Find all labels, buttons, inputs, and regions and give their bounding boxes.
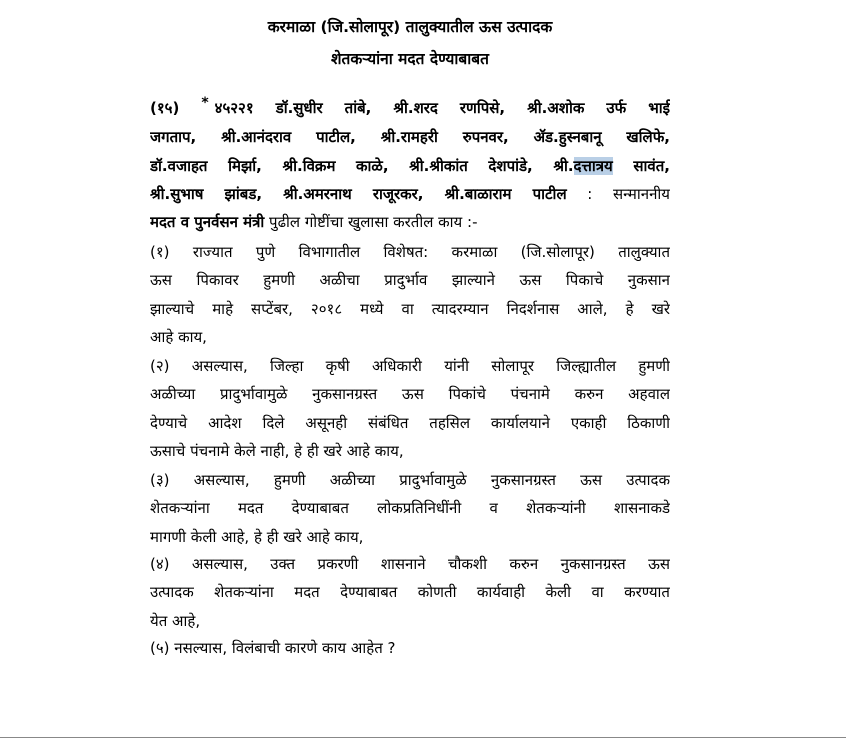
sub-question-1-line: (१) राज्यात पुणे विभागातील विशेषत: करमाळा (जि.सोलापूर) तालुक्यात: [150, 243, 670, 261]
sub-question-1-line: आहे काय,: [150, 327, 207, 346]
question-ask: पुढील गोष्टींचा खुलासा करतील काय :-: [264, 213, 478, 232]
sub-question-2-line: अळीच्या प्रादुर्भावामुळे नुकसानग्रस्त ऊस पिकांचे पंचनामे करुन अहवाल: [150, 385, 670, 404]
sub-question-3-line: मागणी केली आहे, हे ही खरे आहे काय,: [150, 527, 364, 546]
sub-question-2-line: देण्याचे आदेश दिले असूनही संबंधित तहसिल कार्यालयाने एकाही ठिकाणी: [150, 413, 670, 432]
sub-question-3: [150, 466, 670, 551]
sub-question-1: [150, 238, 670, 351]
members-text-4: श्री.सुभाष झांबड, श्री.अमरनाथ राजूरकर, श्री.बाळाराम पाटील: [150, 184, 567, 203]
document-title-line-1: करमाळा (जि.सोलापूर) तालुक्यातील ऊस उत्पादक: [267, 18, 553, 36]
sub-question-2-line: ऊसाचे पंचनामे केले नाही, हे ही खरे आहे काय,: [150, 441, 404, 460]
minister-title: मदत व पुनर्वसन मंत्री: [150, 213, 265, 232]
sub-question-3-line: (३) असल्यास, हुमणी अळीच्या प्रादुर्भावामुळे नुकसानग्रस्त ऊस उत्पादक: [150, 471, 670, 489]
question-members-line-1: [150, 94, 670, 123]
members-text-1: डॉ.सुधीर तांबे, श्री.शरद रणपिसे, श्री.अशोक उर्फ भाई: [275, 99, 670, 117]
question-members-line-2: जगताप, श्री.आनंदराव पाटील, श्री.रामहरी रुपनवर, ॲड.हुस्नबानू खलिफे,: [150, 128, 670, 147]
sub-question-5: [150, 634, 670, 662]
question-number: (१५): [150, 99, 180, 117]
document-title-line-2: शेतकऱ्यांना मदत देण्याबाबत: [331, 50, 489, 68]
sub-question-1-line: ऊस पिकावर हुमणी अळीचा प्रादुर्भाव झाल्याने ऊस पिकाचे नुकसान: [150, 271, 670, 290]
sub-question-4: [150, 550, 670, 635]
starred-mark: *: [201, 95, 209, 111]
sub-question-5-line: (५) नसल्यास, विलंबाची कारणे काय आहेत ?: [150, 639, 396, 657]
sub-question-2-line: (२) असल्यास, जिल्हा कृषी अधिकारी यांनी सोलापूर जिल्ह्यातील हुमणी: [150, 357, 670, 375]
addressee-prefix: : सन्माननीय: [587, 184, 670, 203]
members-text-3-pre: डॉ.वजाहत मिर्झा, श्री.विक्रम काळे, श्री.श्रीकांत देशपांडे, श्री.: [150, 156, 574, 175]
question-header: [150, 94, 670, 236]
question-members-line-3: [150, 152, 670, 180]
sub-question-3-line: शेतकऱ्यांना मदत देण्याबाबत लोकप्रतिनिधींनी व शेतकऱ्यांनी शासनाकडे: [150, 499, 670, 518]
sub-question-4-line: येत आहे,: [150, 611, 201, 630]
question-code: ४५२२१: [214, 99, 254, 117]
members-text-3-post: सावंत,: [612, 156, 670, 175]
sub-question-2: [150, 352, 670, 465]
sub-question-1-line: झाल्याचे माहे सप्टेंबर, २०१८ मध्ये वा त्यादरम्यान निदर्शनास आले, हे खरे: [150, 299, 670, 318]
sub-question-4-line: (४) असल्यास, उक्त प्रकरणी शासनाने चौकशी करुन नुकसानग्रस्त ऊस: [150, 555, 670, 573]
addressee-line: [150, 208, 670, 236]
question-members-line-4: [150, 180, 670, 208]
page-bottom-divider: [0, 737, 846, 738]
selected-text-highlight: दत्तात्रय: [573, 156, 613, 175]
sub-question-4-line: उत्पादक शेतकऱ्यांना मदत देण्याबाबत कोणती कार्यवाही केली वा करण्यात: [150, 583, 670, 602]
